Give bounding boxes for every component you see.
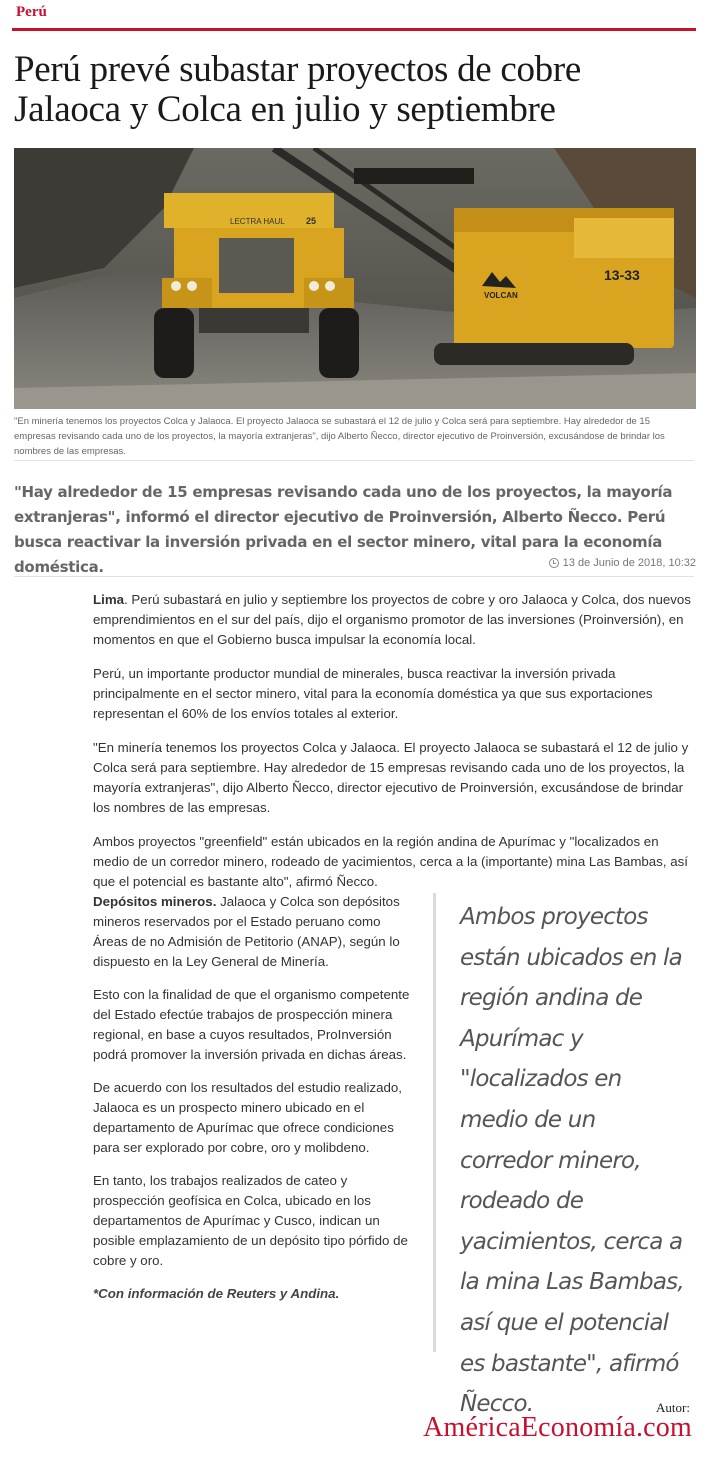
- body-paragraph: Ambos proyectos "greenfield" están ubicados en la región andina de Apurímac y "localizados en medio de un corredor minero, rodeado de yacimientos, cerca a la (importante) mina Las Bambas, así que el potencial es bastante alto", afirmó Ñecco.: [93, 834, 688, 889]
- article-photo: [14, 148, 696, 409]
- body-paragraph: Esto con la finalidad de que el organismo competente del Estado efectúe trabajos de prospección minera regional, en base a cuyos resultados, ProInversión podrá promover la inversión privada en dichas áreas.: [93, 987, 410, 1062]
- body-paragraph: Perú, un importante productor mundial de minerales, busca reactivar la inversión privada principalmente en el sector minero, vital para la economía doméstica ya que sus exportaciones representan el 60% de los envíos totales al exterior.: [93, 666, 653, 721]
- author-label: Autor:: [656, 1400, 690, 1415]
- body-paragraph-text: . Perú subastará en julio y septiembre los proyectos de cobre y oro Jalaoca y Colca, dos nuevos emprendimientos en el sur del país, dijo el organismo promotor de las inversiones (Proinversión), en momentos en que el Gobierno busca impulsar la economía local.: [93, 592, 691, 647]
- publish-date-text: 13 de Junio de 2018, 10:32: [562, 557, 696, 569]
- body-paragraph: En tanto, los trabajos realizados de cateo y prospección geofísica en Colca, ubicado en los departamentos de Apurímac y Cusco, indican un posible emplazamiento de un depósito tipo pórfido de cobre y oro.: [93, 1173, 408, 1268]
- dateline-city: Lima: [93, 592, 125, 607]
- article-lead: "Hay alrededor de 15 empresas revisando cada uno de los proyectos, la mayoría extranjeras", informó el director ejecutivo de Proinversión, Alberto Ñecco. Perú busca reactivar la inversión privada en el sector minero, vital para la economía doméstica.: [14, 483, 673, 576]
- photo-caption: "En minería tenemos los proyectos Colca y Jalaoca. El proyecto Jalaoca se subastará el 12 de julio y Colca será para septiembre. Hay alrededor de 15 empresas revisando cada uno de los proyectos, la mayoría extranjeras", dijo Alberto Ñecco, director ejecutivo de Proinversión, excusándose de brindar los nombres de las empresas.: [14, 416, 665, 457]
- source-credit: *Con información de Reuters y Andina.: [93, 1286, 340, 1301]
- shovel-number-label: 13-33: [604, 267, 640, 283]
- body-paragraph: De acuerdo con los resultados del estudio realizado, Jalaoca es un prospecto minero ubicado en el departamento de Apurímac que ofrece condiciones para ser explorado por cobre, oro y molibdeno.: [93, 1080, 402, 1155]
- body-paragraph: "En minería tenemos los proyectos Colca y Jalaoca. El proyecto Jalaoca se subastará el 12 de julio y Colca será para septiembre. Hay alrededor de 15 empresas revisando cada uno de los proyectos, la mayoría extranjeras", dijo Alberto Ñecco, director ejecutivo de Proinversión, excusándose de brindar los nombres de las empresas.: [93, 740, 689, 815]
- subheading: Depósitos mineros.: [93, 894, 217, 909]
- shovel-brand-label: VOLCAN: [484, 291, 518, 300]
- body-paragraph: [93, 590, 696, 650]
- article-body-column: [93, 892, 418, 1304]
- section-divider: [12, 28, 696, 31]
- clock-icon: [549, 558, 559, 568]
- article-body-full-width: [93, 590, 696, 892]
- truck-number-text: 25: [306, 216, 317, 226]
- brand-logo[interactable]: AméricaEconomía.com: [423, 1412, 692, 1443]
- caption-divider: [14, 460, 694, 461]
- date-divider: [14, 576, 694, 577]
- article-headline: Perú prevé subastar proyectos de cobre Jalaoca y Colca en julio y septiembre: [14, 49, 582, 130]
- section-label[interactable]: Perú: [16, 4, 47, 20]
- pull-quote-text: Ambos proyectos están ubicados en la región andina de Apurímac y "localizados en medio de un corredor minero, rodeado de yacimientos, cerca a la mina Las Bambas, así que el potencial es bastante", afirmó Ñecco.: [460, 904, 684, 1418]
- truck-label-text: LECTRA HAUL: [230, 217, 285, 226]
- publish-date: [549, 557, 696, 569]
- body-paragraph-text: Jalaoca y Colca son depósitos mineros reservados por el Estado peruano como Áreas de no Admisión de Petitorio (ANAP), según lo dispuesto en la Ley General de Minería.: [93, 894, 400, 969]
- body-paragraph: [93, 892, 418, 972]
